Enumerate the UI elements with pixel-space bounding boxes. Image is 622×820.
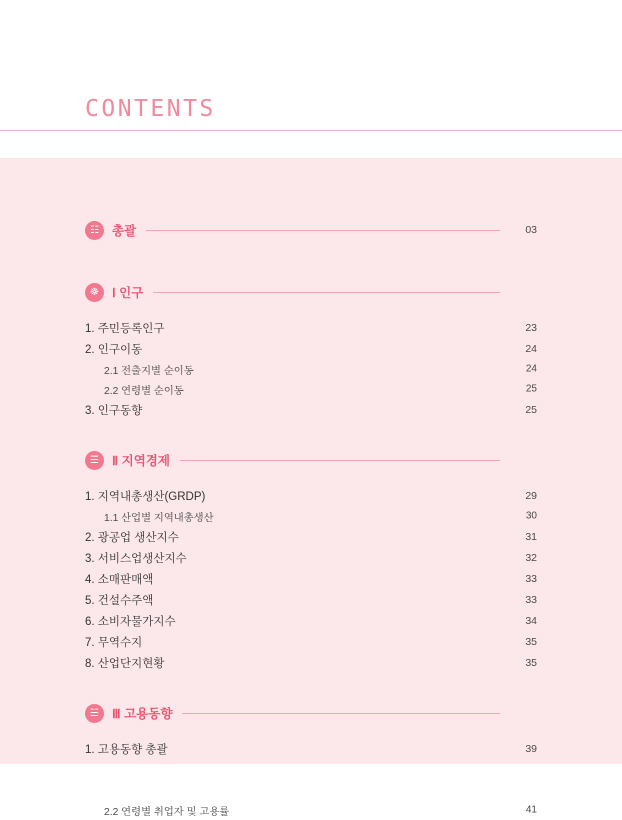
page-header [0,0,622,131]
toc-entry[interactable] [0,738,622,759]
spacer [0,727,622,738]
entry-page-number: 32 [525,551,537,564]
entry-page-number: 29 [525,489,537,502]
header-divider [0,130,622,131]
entry-page-number: 30 [525,510,537,522]
entry-page-number: 34 [525,614,537,627]
entry-page-number: 35 [525,635,537,648]
leader-line [146,230,500,231]
toc-entry[interactable] [0,399,622,420]
spacer [0,673,622,699]
table-of-contents [0,158,622,820]
spacer [0,158,622,216]
toc-entry[interactable] [0,485,622,506]
toc-panel [0,158,622,818]
entry-page-number: 25 [525,383,537,395]
section-marker-icon: ☱ [85,704,104,723]
entry-label: 1. 고용동향 총괄 [85,743,168,756]
toc-entry[interactable] [0,317,622,338]
section-label: 총괄 [112,224,137,238]
entry-label: 2.2 연령별 순이동 [104,385,184,397]
leader-line [180,460,500,461]
entry-page-number: 33 [525,572,537,585]
entry-label: 5. 건설수주액 [85,594,154,607]
section-marker-icon: ☷ [85,221,104,240]
toc-subentry[interactable] [0,800,622,820]
entry-page-number: 33 [525,593,537,606]
spacer [0,244,622,278]
entry-label: 1. 주민등록인구 [85,322,165,335]
leader-line [153,292,500,293]
spacer [0,474,622,485]
section-label: Ⅰ 인구 [112,286,144,300]
toc-entry[interactable] [0,631,622,652]
entry-page-number: 39 [525,742,537,755]
entry-label: 3. 서비스업생산지수 [85,552,187,565]
section-page-number: 03 [525,224,537,236]
toc-subentry[interactable] [0,359,622,379]
toc-entry[interactable] [0,610,622,631]
toc-overview-row[interactable] [0,216,622,244]
entry-page-number: 23 [525,321,537,334]
toc-section-header-1[interactable] [0,278,622,306]
toc-entry[interactable] [0,652,622,673]
entry-label: 6. 소비자물가지수 [85,615,176,628]
entry-label: 8. 산업단지현황 [85,657,165,670]
spacer [0,420,622,446]
toc-entry[interactable] [0,547,622,568]
page-title: CONTENTS [85,96,216,122]
entry-label: 2.1 전출지별 순이동 [104,365,194,377]
entry-page-number: 31 [525,530,537,543]
toc-subentry[interactable] [0,379,622,399]
toc-section-header-3[interactable] [0,699,622,727]
section-label: Ⅱ 지역경제 [112,454,170,468]
section-marker-icon: ☸ [85,283,104,302]
toc-entry[interactable] [0,338,622,359]
entry-label: 4. 소매판매액 [85,573,154,586]
toc-entry[interactable] [0,589,622,610]
toc-entry[interactable] [0,526,622,547]
entry-page-number: 24 [525,342,537,355]
page-footer [0,764,622,800]
section-marker-icon: ☰ [85,451,104,470]
entry-page-number: 41 [525,804,537,816]
entry-label: 1. 지역내총생산(GRDP) [85,490,206,503]
entry-page-number: 24 [525,363,537,375]
toc-section-header-2[interactable] [0,446,622,474]
entry-page-number: 25 [525,403,537,416]
toc-subentry[interactable] [0,506,622,526]
entry-label: 3. 인구동향 [85,404,143,417]
entry-label: 7. 무역수지 [85,636,143,649]
leader-line [182,713,500,714]
spacer [0,306,622,317]
toc-entry[interactable] [0,568,622,589]
entry-label: 2.2 연령별 취업자 및 고용률 [104,806,230,818]
section-label: Ⅲ 고용동향 [112,707,173,721]
entry-label: 2. 인구이동 [85,343,143,356]
entry-label: 2. 광공업 생산지수 [85,531,179,544]
entry-label: 1.1 산업별 지역내총생산 [104,512,214,524]
entry-page-number: 35 [525,656,537,669]
